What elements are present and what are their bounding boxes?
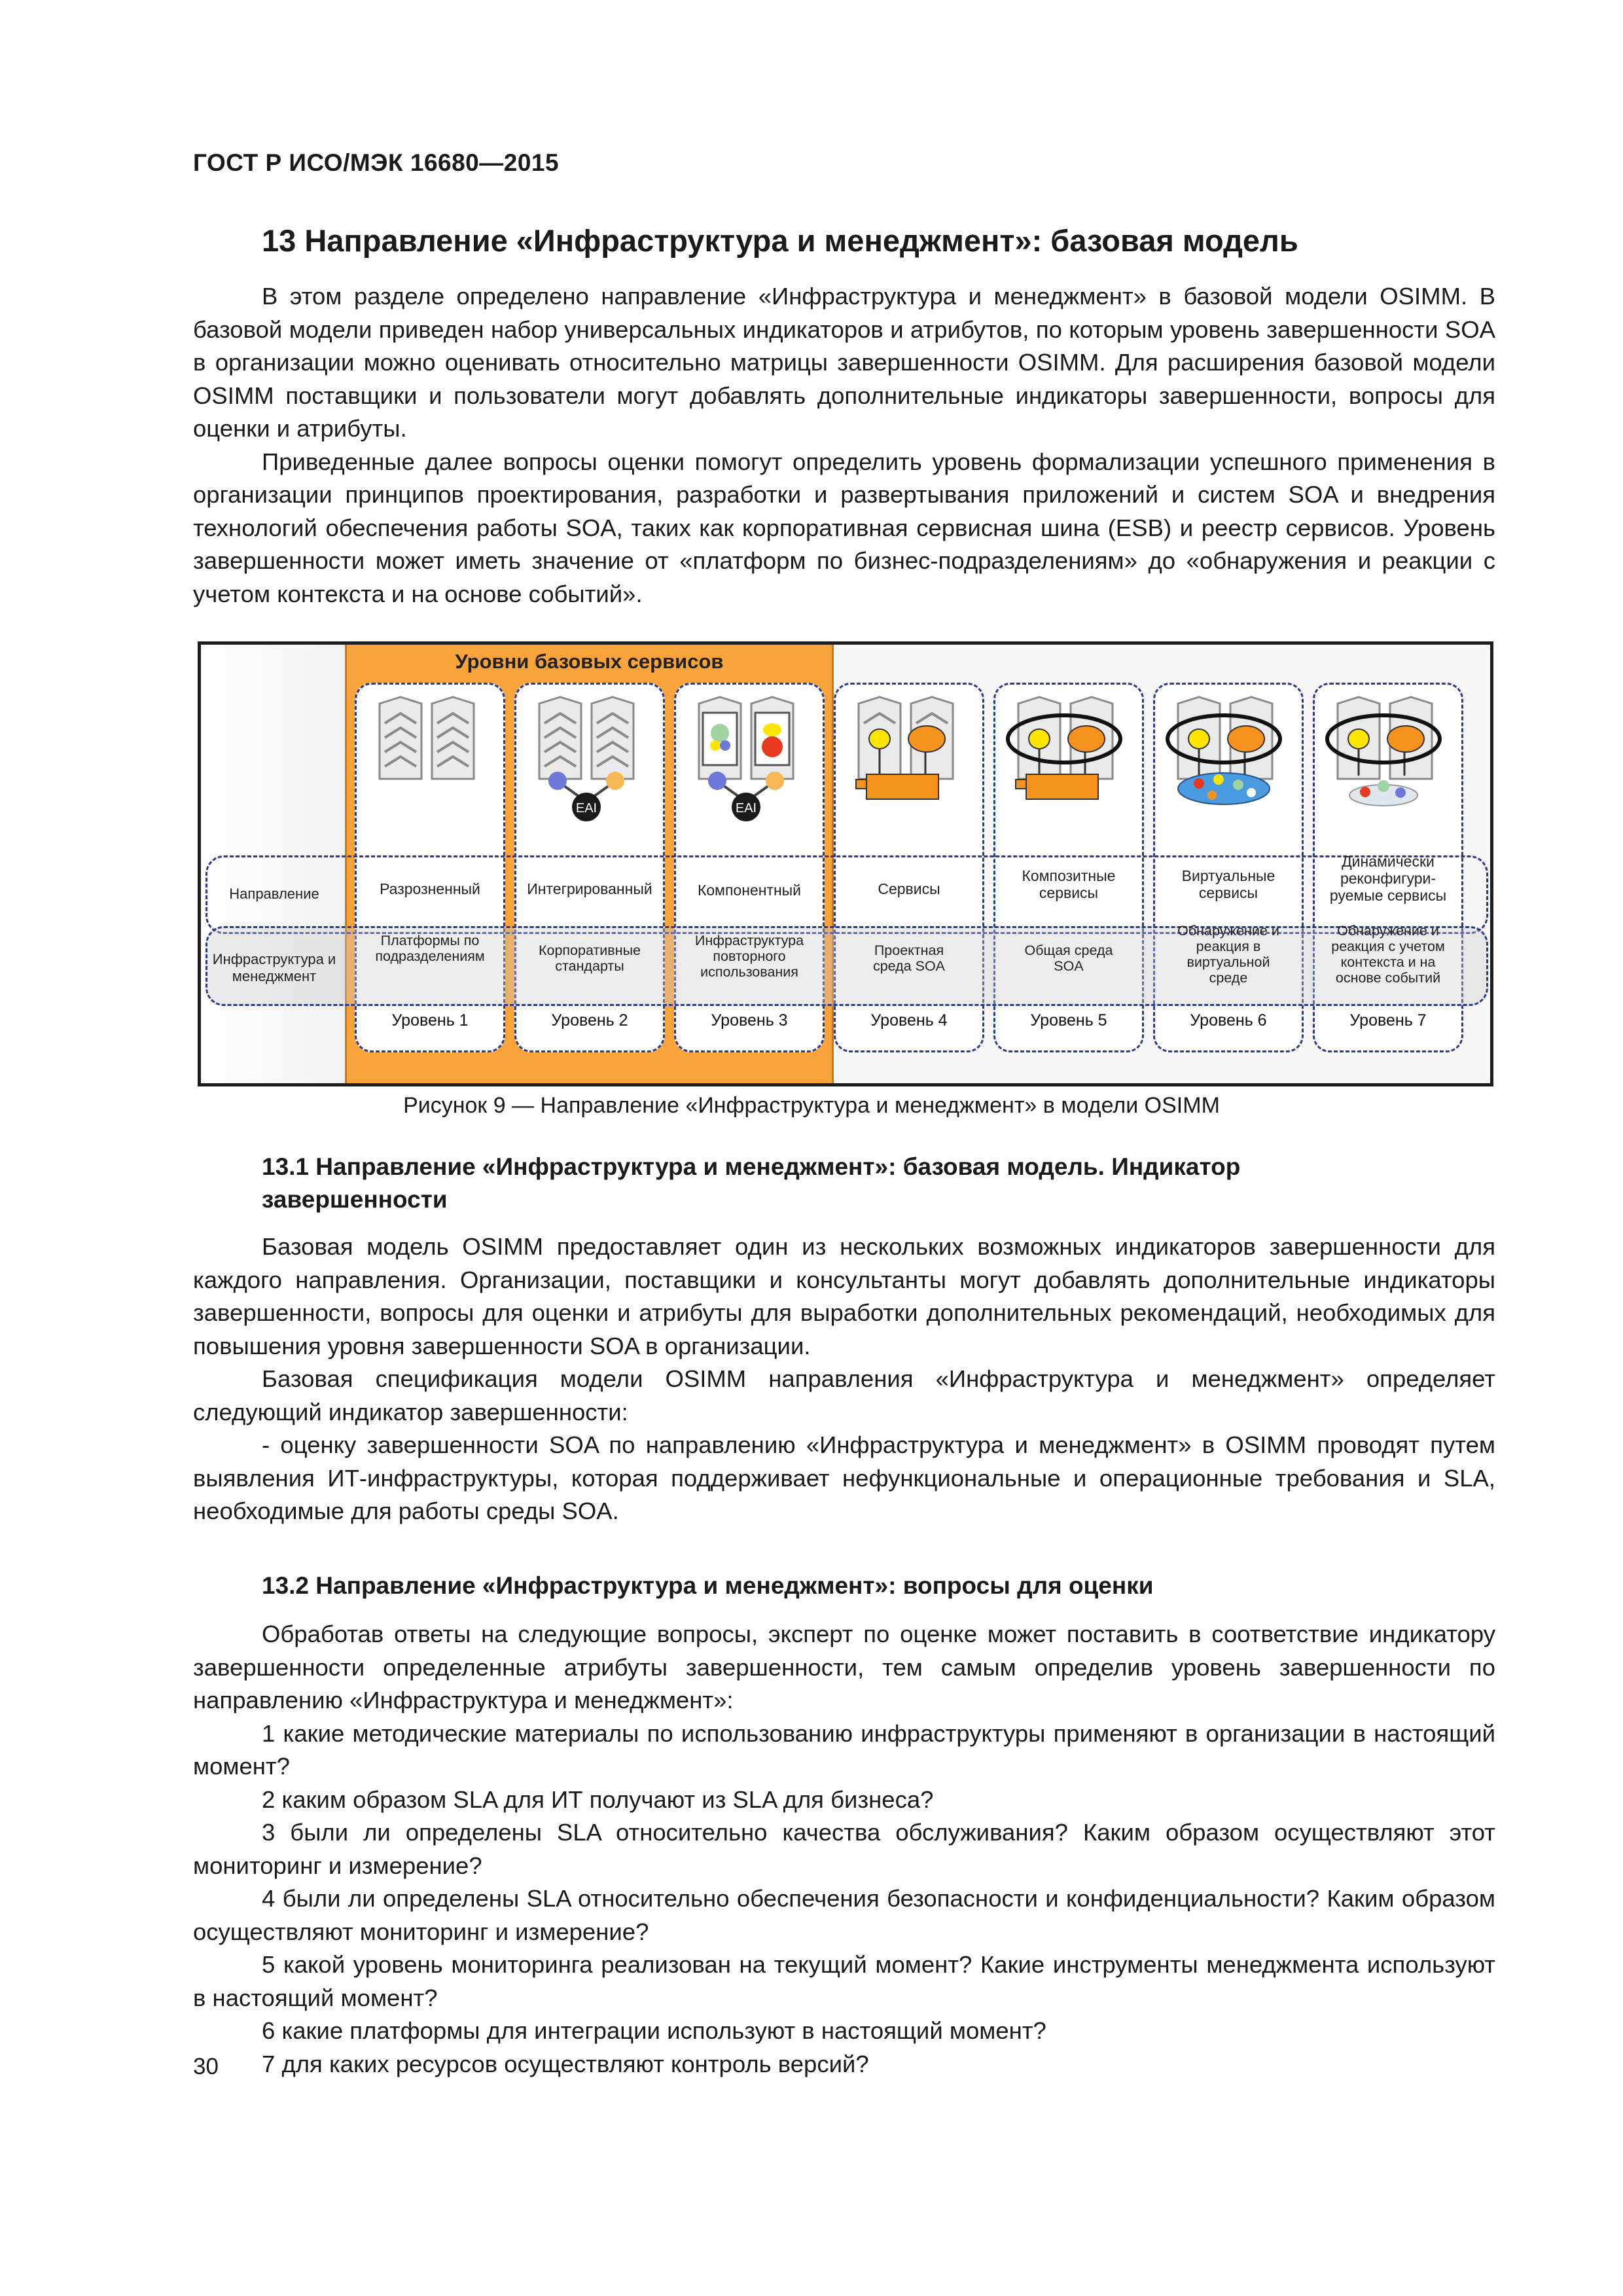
question-item: 4 были ли определены SLA относительно обеспечения безопасности и конфиденциальности? Каким образом осуществляют мониторинг и измерение? [193, 1885, 1495, 1945]
question-item: 2 каким образом SLA для ИТ получают из SLA для бизнеса? [262, 1785, 934, 1813]
paragraph: Базовая спецификация модели OSIMM направления «Инфраструктура и менеджмент» определяет следующий индикатор завершенности: [193, 1365, 1495, 1426]
column-name: Виртуальные сервисы [1181, 867, 1275, 901]
question-item: 6 какие платформы для интеграции используют в настоящий момент? [262, 2017, 1046, 2044]
question-item: 3 были ли определены SLA относительно качества обслуживания? Каким образом осуществляют этот мониторинг и измерение? [193, 1819, 1495, 1879]
paragraph: Приведенные далее вопросы оценки помогут определить уровень формализации успешного применения в организации принципов проектирования, разработки и развертывания приложений и систем SOA и внедрения технологий обеспечения работы SOA, таких как корпоративная сервисная шина (ESB) и реестр сервисов. Уровень завершенности может иметь значение от «платформ по бизнес-подразделениям» до «обнаружения и реакции с учетом контекста и на основе событий». [193, 448, 1495, 607]
figure-caption: Рисунок 9 — Направление «Инфраструктура и менеджмент» в модели OSIMM [403, 1093, 1220, 1118]
infra-cell: Инфраструктура повторного использования [694, 933, 804, 980]
infra-cell: Платформы по подразделениям [375, 933, 485, 964]
paragraph: Обработав ответы на следующие вопросы, эксперт по оценке может поставить в соответствие индикатору завершенности определенные атрибуты завершенности, тем самым определив уровень завершенности по направлению «Инфраструктура и менеджмент»: [193, 1621, 1495, 1713]
section-13-1-text [193, 1230, 1495, 1528]
level-label: Уровень 5 [1030, 1011, 1107, 1030]
eai-label: EAI [575, 801, 597, 816]
composite-services-icon [1013, 697, 1124, 808]
page-number: 30 [193, 2054, 219, 2079]
server-stack-icon [374, 697, 486, 782]
level-label: Уровень 3 [711, 1011, 788, 1030]
column-name: Композитные сервисы [1022, 867, 1116, 901]
infra-cell: Корпоративные стандарты [538, 942, 641, 974]
eai-integration-icon [534, 697, 645, 821]
virtual-services-icon [1173, 697, 1284, 808]
column-name: Сервисы [878, 880, 940, 897]
question-item: 5 какой уровень мониторинга реализован на текущий момент? Какие инструменты менеджмента используют в настоящий момент? [193, 1951, 1495, 2011]
eai-label: EAI [735, 801, 757, 816]
column-name: Разрозненный [380, 880, 480, 897]
services-icon [853, 697, 965, 808]
section-13-text [193, 280, 1495, 611]
section-13-1-title: 13.1 Направление «Инфраструктура и менеджмент»: базовая модель. Индикатор завершенности [262, 1153, 1241, 1213]
section-13-2-text [193, 1618, 1495, 2081]
row-label-domain: Инфраструктура и менеджмент [212, 951, 336, 984]
paragraph: - оценку завершенности SOA по направлению «Инфраструктура и менеджмент» в OSIMM проводят путем выявления ИТ-инфраструктуры, которая поддерживает нефункциональные и операционные требования и SLA, необходимые для работы среды SOA. [193, 1431, 1495, 1524]
column-name: Компонентный [697, 882, 802, 899]
level-label: Уровень 6 [1190, 1011, 1267, 1030]
osimm-figure [198, 641, 1493, 1086]
infra-cell: Проектная среда SOA [872, 942, 946, 974]
component-icon [694, 697, 805, 821]
group-title: Уровни базовых сервисов [455, 650, 724, 673]
section-13-2-title: 13.2 Направление «Инфраструктура и менеджмент»: вопросы для оценки [262, 1572, 1154, 1599]
row-label-direction: Направление [229, 886, 319, 902]
question-item: 7 для каких ресурсов осуществляют контроль версий? [262, 2050, 869, 2077]
infra-cell: Обнаружение и реакция в виртуальной среде [1177, 923, 1279, 986]
section-13-title: 13 Направление «Инфраструктура и менеджмент»: базовая модель [262, 223, 1298, 258]
level-label: Уровень 2 [551, 1011, 628, 1030]
column-name: Динамически реконфигури-руемые сервисы [1329, 853, 1447, 904]
paragraph: Базовая модель OSIMM предоставляет один из нескольких возможных индикаторов завершенности для каждого направления. Организации, поставщики и консультанты могут добавлять дополнительные индикаторы завершенности, вопросы для оценки и атрибуты для выработки дополнительных рекомендаций, необходимых для повышения уровня завершенности SOA в организации. [193, 1233, 1495, 1359]
level-label: Уровень 7 [1349, 1011, 1427, 1030]
document-header: ГОСТ Р ИСО/МЭК 16680—2015 [193, 149, 560, 176]
infra-cell: Обнаружение и реакция с учетом контекста и на основе событий [1331, 923, 1445, 986]
column-name: Интегрированный [527, 880, 652, 897]
question-item: 1 какие методические материалы по использованию инфраструктуры применяют в организации в настоящий момент? [193, 1719, 1495, 1780]
dynamic-services-icon [1332, 697, 1444, 808]
level-label: Уровень 4 [870, 1011, 948, 1030]
paragraph: В этом разделе определено направление «Инфраструктура и менеджмент» в базовой модели OSIMM. В базовой модели приведен набор универсальных индикаторов и атрибутов, по которым уровень завершенности SOA в организации можно оценивать относительно матрицы завершенности OSIMM. Для расширения базовой модели OSIMM поставщики и пользователи могут добавлять дополнительные индикаторы завершенности, вопросы для оценки и атрибуты. [193, 283, 1495, 442]
infra-cell: Общая среда SOA [1024, 942, 1113, 974]
level-label: Уровень 1 [391, 1011, 469, 1030]
